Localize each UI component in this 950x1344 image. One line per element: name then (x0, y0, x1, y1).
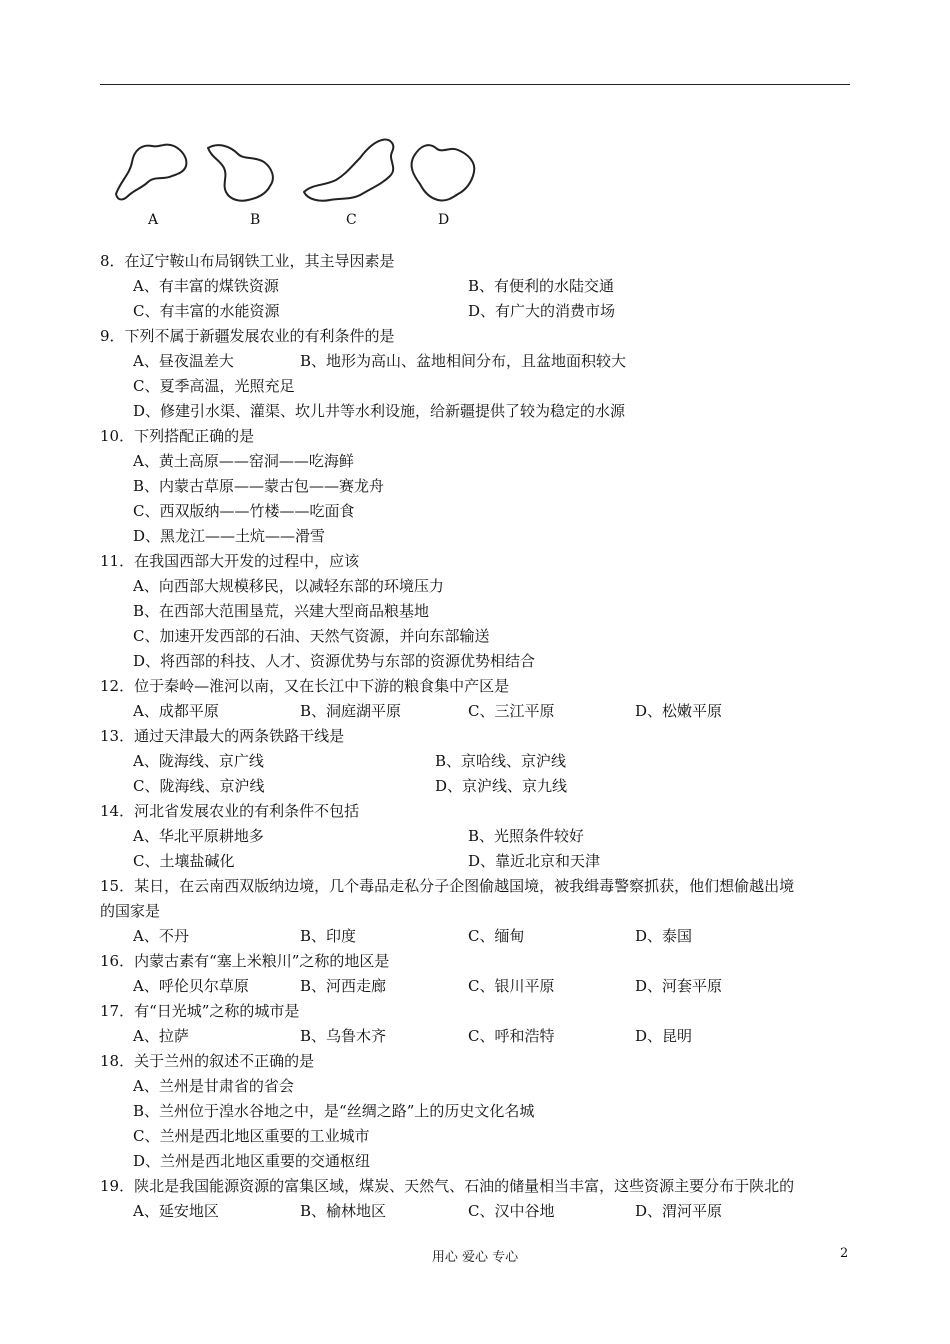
question-17-stem: 17．有“日光城”之称的城市是 (100, 1002, 300, 1020)
question-17-option-c: C、呼和浩特 (468, 1027, 555, 1045)
question-19-option-b: B、榆林地区 (300, 1202, 387, 1220)
map-label-d: D (438, 212, 450, 228)
question-10-option-c: C、西双版纳——竹楼——吃面食 (133, 502, 355, 520)
question-18-stem: 18．关于兰州的叙述不正确的是 (100, 1052, 315, 1070)
province-outline-b (208, 145, 273, 201)
question-17-option-b: B、乌鲁木齐 (300, 1027, 387, 1045)
question-16-option-a: A、呼伦贝尔草原 (133, 977, 249, 995)
question-15-option-a: A、不丹 (133, 927, 189, 945)
question-10-option-d: D、黑龙江——土炕——滑雪 (133, 527, 326, 545)
question-12-option-d: D、松嫩平原 (635, 702, 723, 720)
question-8-stem: 8．在辽宁鞍山布局钢铁工业，其主导因素是 (100, 252, 395, 270)
question-14-option-a: A、华北平原耕地多 (133, 827, 264, 845)
question-11-stem: 11．在我国西部大开发的过程中，应该 (100, 552, 360, 570)
question-18-option-c: C、兰州是西北地区重要的工业城市 (133, 1127, 370, 1145)
header-rule (100, 84, 850, 85)
question-8-option-a: A、有丰富的煤铁资源 (133, 277, 279, 295)
map-label-a: A (148, 212, 159, 228)
question-12-option-b: B、洞庭湖平原 (300, 702, 402, 720)
question-8-option-d: D、有广大的消费市场 (468, 302, 616, 320)
question-19-option-c: C、汉中谷地 (468, 1202, 555, 1220)
question-16-option-d: D、河套平原 (635, 977, 723, 995)
question-14-option-c: C、土壤盐碱化 (133, 852, 235, 870)
question-9-option-a: A、昼夜温差大 (133, 352, 234, 370)
question-9-option-c: C、夏季高温，光照充足 (133, 377, 295, 395)
page-footer: 用心 爱心 专心 (431, 1250, 519, 1265)
province-outline-d (412, 145, 475, 200)
question-10-option-b: B、内蒙古草原——蒙古包——赛龙舟 (133, 477, 385, 495)
question-18-option-b: B、兰州位于湟水谷地之中，是“丝绸之路”上的历史文化名城 (133, 1102, 535, 1120)
question-18-option-d: D、兰州是西北地区重要的交通枢纽 (133, 1152, 371, 1170)
question-11-option-c: C、加速开发西部的石油、天然气资源，并向东部输送 (133, 627, 490, 645)
province-outline-maps (108, 132, 498, 232)
question-12-option-a: A、成都平原 (133, 702, 219, 720)
question-14-stem: 14．河北省发展农业的有利条件不包括 (100, 802, 360, 820)
question-14-option-b: B、光照条件较好 (468, 827, 585, 845)
question-16-option-c: C、银川平原 (468, 977, 555, 995)
question-15-option-b: B、印度 (300, 927, 357, 945)
question-16-stem: 16．内蒙古素有“塞上米粮川”之称的地区是 (100, 952, 390, 970)
question-12-stem: 12．位于秦岭—淮河以南，又在长江中下游的粮食集中产区是 (100, 677, 510, 695)
question-15-option-d: D、泰国 (635, 927, 693, 945)
question-13-option-b: B、京哈线、京沪线 (435, 752, 567, 770)
question-19-stem: 19．陕北是我国能源资源的富集区域，煤炭、天然气、石油的储量相当丰富，这些资源主要分布于陕北的 (100, 1177, 795, 1195)
question-16-option-b: B、河西走廊 (300, 977, 387, 995)
question-11-option-b: B、在西部大范围垦荒，兴建大型商品粮基地 (133, 602, 430, 620)
question-12-option-c: C、三江平原 (468, 702, 555, 720)
question-15-option-c: C、缅甸 (468, 927, 525, 945)
question-14-option-d: D、靠近北京和天津 (468, 852, 601, 870)
question-13-option-d: D、京沪线、京九线 (435, 777, 568, 795)
question-19-option-d: D、渭河平原 (635, 1202, 723, 1220)
question-13-option-a: A、陇海线、京广线 (133, 752, 264, 770)
map-label-b: B (250, 212, 261, 228)
question-9-option-d: D、修建引水渠、灌渠、坎儿井等水利设施，给新疆提供了较为稳定的水源 (133, 402, 626, 420)
question-8-option-c: C、有丰富的水能资源 (133, 302, 280, 320)
question-13-option-c: C、陇海线、京沪线 (133, 777, 265, 795)
question-17-option-a: A、拉萨 (133, 1027, 189, 1045)
question-9-option-b: B、地形为高山、盆地相间分布，且盆地面积较大 (300, 352, 627, 370)
province-outline-c (304, 140, 393, 201)
question-11-option-a: A、向西部大规模移民，以减轻东部的环境压力 (133, 577, 444, 595)
question-10-stem: 10．下列搭配正确的是 (100, 427, 255, 445)
question-11-option-d: D、将西部的科技、人才、资源优势与东部的资源优势相结合 (133, 652, 536, 670)
question-15-stem: 15．某日，在云南西双版纳边境，几个毒品走私分子企图偷越国境，被我缉毒警察抓获，他们想偷越出境 (100, 877, 795, 895)
page-number: 2 (840, 1246, 849, 1261)
question-19-option-a: A、延安地区 (133, 1202, 219, 1220)
question-10-option-a: A、黄土高原——窑洞——吃海鲜 (133, 452, 354, 470)
province-outline-a (116, 145, 186, 200)
question-18-option-a: A、兰州是甘肃省的省会 (133, 1077, 294, 1095)
question-9-stem: 9．下列不属于新疆发展农业的有利条件的是 (100, 327, 395, 345)
question-8-option-b: B、有便利的水陆交通 (468, 277, 615, 295)
question-15-stem-continued: 的国家是 (100, 902, 161, 920)
question-17-option-d: D、昆明 (635, 1027, 693, 1045)
question-13-stem: 13．通过天津最大的两条铁路干线是 (100, 727, 345, 745)
map-label-c: C (346, 212, 357, 228)
